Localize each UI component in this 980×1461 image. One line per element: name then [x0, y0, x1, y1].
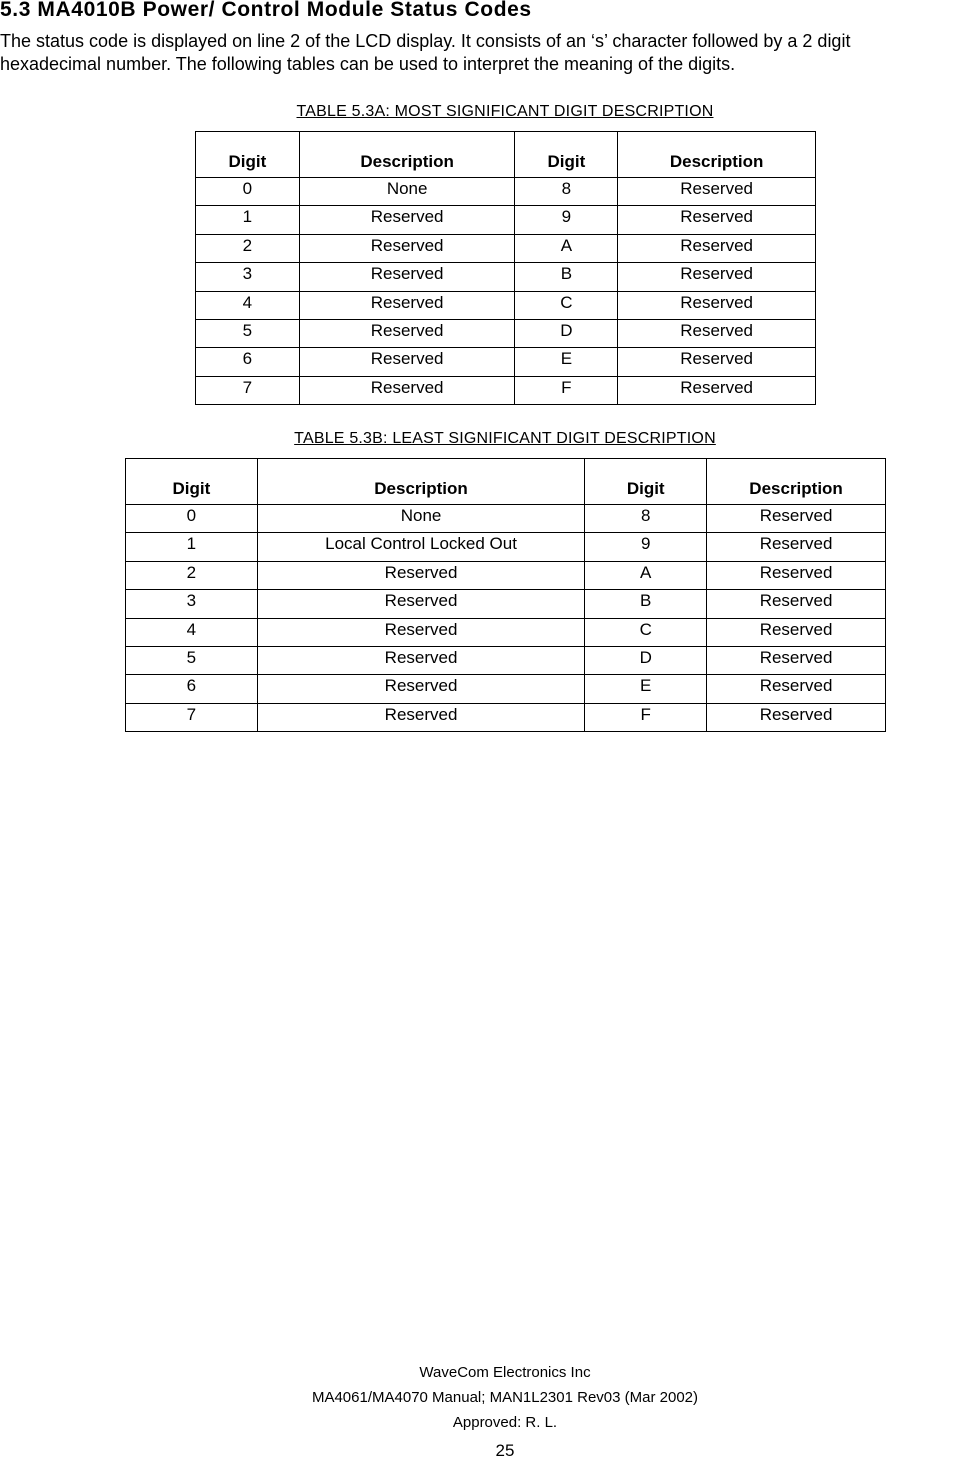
- digit-cell: E: [585, 675, 707, 703]
- description-cell: Reserved: [707, 533, 886, 561]
- description-cell: Reserved: [618, 178, 816, 206]
- header-description: Description: [618, 132, 816, 178]
- description-cell: Reserved: [707, 675, 886, 703]
- description-cell: Reserved: [299, 234, 515, 262]
- digit-cell: C: [515, 291, 618, 319]
- digit-cell: A: [515, 234, 618, 262]
- description-cell: Reserved: [618, 234, 816, 262]
- description-cell: Reserved: [618, 206, 816, 234]
- table-row: [196, 348, 816, 376]
- digit-cell: 2: [126, 561, 258, 589]
- description-cell: Reserved: [707, 618, 886, 646]
- description-cell: Reserved: [618, 291, 816, 319]
- header-digit: Digit: [196, 132, 300, 178]
- table-row: [196, 234, 816, 262]
- digit-cell: 6: [196, 348, 300, 376]
- digit-cell: F: [585, 703, 707, 731]
- description-cell: Reserved: [257, 646, 585, 674]
- digit-cell: 9: [585, 533, 707, 561]
- digit-cell: 5: [196, 319, 300, 347]
- header-digit: Digit: [126, 459, 258, 505]
- table-header-row: [196, 132, 816, 178]
- digit-cell: 8: [585, 505, 707, 533]
- header-digit: Digit: [585, 459, 707, 505]
- digit-cell: D: [515, 319, 618, 347]
- description-cell: Reserved: [299, 206, 515, 234]
- table-row: [196, 263, 816, 291]
- table-row: [126, 703, 886, 731]
- description-cell: Reserved: [299, 319, 515, 347]
- footer-company: WaveCom Electronics Inc: [419, 1364, 591, 1381]
- page-number: 25: [495, 1441, 515, 1460]
- table-row: [126, 505, 886, 533]
- description-cell: Reserved: [257, 618, 585, 646]
- description-cell: Reserved: [707, 646, 886, 674]
- description-cell: Reserved: [257, 561, 585, 589]
- table-row: [196, 376, 816, 404]
- table-row: [196, 206, 816, 234]
- table-row: [126, 675, 886, 703]
- digit-cell: B: [585, 590, 707, 618]
- description-cell: Reserved: [618, 348, 816, 376]
- table-header-row: [126, 459, 886, 505]
- description-cell: Reserved: [707, 505, 886, 533]
- digit-cell: 0: [196, 178, 300, 206]
- table-row: [126, 561, 886, 589]
- description-cell: Reserved: [707, 703, 886, 731]
- table-row: [126, 533, 886, 561]
- digit-cell: A: [585, 561, 707, 589]
- table-row: [126, 590, 886, 618]
- digit-cell: 3: [126, 590, 258, 618]
- digit-cell: E: [515, 348, 618, 376]
- description-cell: Reserved: [257, 675, 585, 703]
- header-digit: Digit: [515, 132, 618, 178]
- digit-cell: 7: [196, 376, 300, 404]
- footer-manual: MA4061/MA4070 Manual; MAN1L2301 Rev03 (Mar 2002): [311, 1389, 699, 1406]
- header-description: Description: [299, 132, 515, 178]
- table-row: [126, 618, 886, 646]
- table-row: [126, 646, 886, 674]
- footer-approved: Approved: R. L.: [452, 1414, 558, 1431]
- description-cell: Reserved: [707, 590, 886, 618]
- table-b-caption: TABLE 5.3B: LEAST SIGNIFICANT DIGIT DESCRIPTION: [294, 430, 716, 447]
- description-cell: None: [257, 505, 585, 533]
- table-most-significant-digit: [195, 131, 816, 405]
- digit-cell: 6: [126, 675, 258, 703]
- digit-cell: 5: [126, 646, 258, 674]
- digit-cell: 9: [515, 206, 618, 234]
- description-cell: Reserved: [257, 590, 585, 618]
- intro-line-1: The status code is displayed on line 2 of the LCD display. It consists of an ‘s’ character followed by a 2 digit: [0, 31, 851, 51]
- description-cell: Reserved: [257, 703, 585, 731]
- digit-cell: B: [515, 263, 618, 291]
- digit-cell: 1: [126, 533, 258, 561]
- description-cell: Reserved: [618, 319, 816, 347]
- description-cell: Reserved: [618, 376, 816, 404]
- table-least-significant-digit: [125, 458, 886, 732]
- digit-cell: 8: [515, 178, 618, 206]
- description-cell: Reserved: [299, 263, 515, 291]
- digit-cell: 0: [126, 505, 258, 533]
- description-cell: None: [299, 178, 515, 206]
- description-cell: Reserved: [299, 376, 515, 404]
- digit-cell: D: [585, 646, 707, 674]
- digit-cell: 4: [126, 618, 258, 646]
- table-row: [196, 319, 816, 347]
- header-description: Description: [257, 459, 585, 505]
- description-cell: Reserved: [299, 291, 515, 319]
- section-heading: 5.3 MA4010B Power/ Control Module Status Codes: [0, 0, 532, 21]
- description-cell: Reserved: [299, 348, 515, 376]
- digit-cell: C: [585, 618, 707, 646]
- digit-cell: 1: [196, 206, 300, 234]
- intro-line-2: hexadecimal number. The following tables can be used to interpret the meaning of the digits.: [0, 54, 736, 74]
- table-row: [196, 291, 816, 319]
- digit-cell: F: [515, 376, 618, 404]
- table-row: [196, 178, 816, 206]
- table-a-caption: TABLE 5.3A: MOST SIGNIFICANT DIGIT DESCRIPTION: [296, 103, 714, 120]
- intro-paragraph: [0, 30, 980, 76]
- digit-cell: 3: [196, 263, 300, 291]
- description-cell: Local Control Locked Out: [257, 533, 585, 561]
- digit-cell: 4: [196, 291, 300, 319]
- description-cell: Reserved: [618, 263, 816, 291]
- description-cell: Reserved: [707, 561, 886, 589]
- header-description: Description: [707, 459, 886, 505]
- digit-cell: 7: [126, 703, 258, 731]
- digit-cell: 2: [196, 234, 300, 262]
